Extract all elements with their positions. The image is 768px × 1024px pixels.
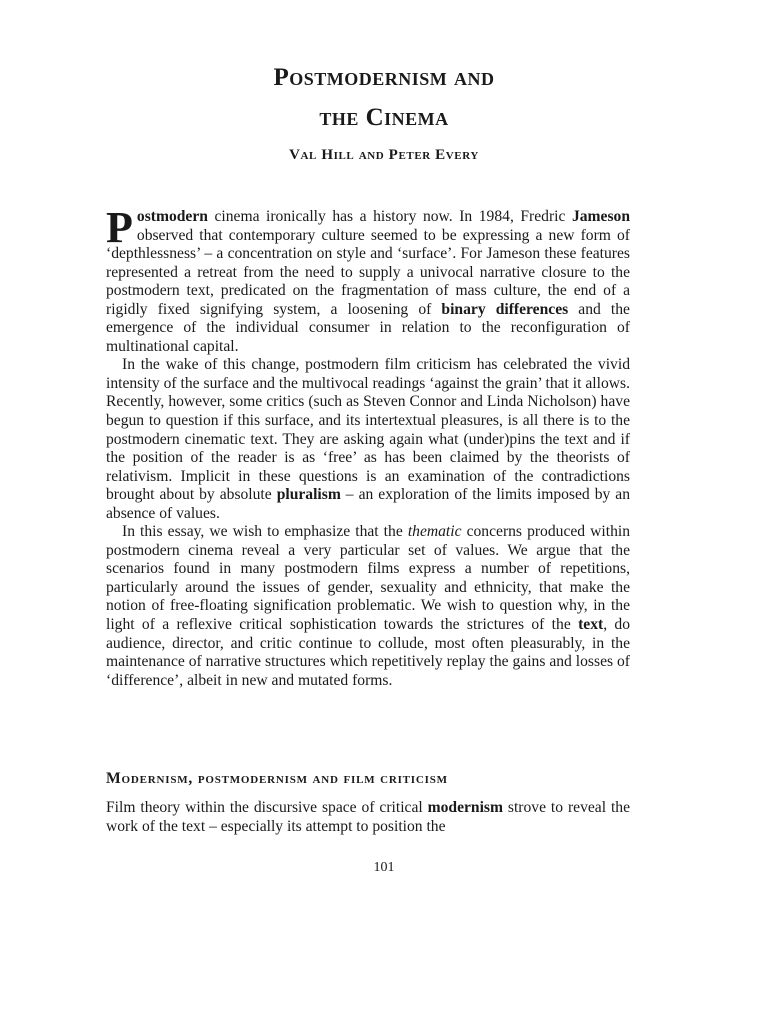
paragraph-text: cinema ironically has a history now. In 1984, Fredric bbox=[207, 208, 572, 225]
paragraph-text: and the emergence of the individual consumer in relation to the reconfiguration of multinational capital. bbox=[106, 300, 630, 355]
chapter-title-line-1: Postmodernism and bbox=[273, 64, 495, 91]
paragraph-text: In the wake of this change, postmodern film criticism has celebrated the vivid intensity of the surface and the multivocal readings ‘against the grain’ that it allows. Recently, however, some critics (such as Steven Connor and Linda Nicholson) have begun to question if this surface, and its intertextual pleasures, is all there is to the postmodern cinematic text. They are asking again what (under)pins the text and if the position of the reader is as ‘free’ as has been claimed by the theorists of relativism. Implicit in these questions is an examination of the contradictions brought about by absolute bbox=[106, 356, 630, 504]
keyword-text: text bbox=[578, 616, 604, 634]
paragraph-text: concerns produced within postmodern cinema reveal a very particular set of values. We argue that the scenarios found in many postmodern films express a number of repetitions, particularly around the issues of gender, sexuality and ethnicity, that make the notion of free-floating signification problematic. We wish to question why, in the light of a reflexive critical sophistication towards the strictures of the bbox=[106, 523, 631, 634]
intro-paragraph-1 bbox=[106, 203, 630, 356]
section-heading: Modernism, postmodernism and film criticism bbox=[106, 770, 448, 787]
chapter-title-line-2: the Cinema bbox=[319, 104, 449, 131]
section-paragraph-1 bbox=[106, 799, 630, 836]
intro-paragraph-2 bbox=[106, 356, 630, 523]
keyword-pluralism: pluralism bbox=[276, 486, 341, 504]
paragraph-text: observed that contemporary culture seemed to be expressing a new form of ‘depthlessness’ – a concentration on style and ‘surface’. For Jameson these features represented a retreat from the need to supply a univocal narrative closure to the postmodern text, predicated on the fragmentation of mass culture, the end of a rigidly fixed signifying system, a loosening of bbox=[106, 226, 630, 318]
keyword-binary-differences: binary differences bbox=[441, 300, 569, 318]
chapter-authors: Val Hill and Peter Every bbox=[289, 147, 479, 163]
intro-paragraph-3 bbox=[106, 523, 630, 690]
chapter-title bbox=[0, 58, 768, 138]
paragraph-text: strove to reveal the work of the text – especially its attempt to position the bbox=[106, 799, 631, 835]
drop-cap: P bbox=[106, 203, 133, 252]
paragraph-text: – an exploration of the limits imposed by an absence of values. bbox=[106, 486, 630, 522]
keyword-postmodern: ostmodern bbox=[136, 208, 208, 225]
paragraph-text: , do audience, director, and critic continue to collude, most often pleasurably, in the maintenance of narrative structures which repetitively replay the gains and losses of ‘difference’, albeit in new and mutated forms. bbox=[106, 616, 631, 689]
keyword-modernism: modernism bbox=[427, 799, 503, 816]
intro-body bbox=[106, 203, 631, 690]
paragraph-text: Film theory within the discursive space of critical bbox=[106, 799, 428, 816]
keyword-jameson: Jameson bbox=[571, 208, 630, 225]
page-number: 101 bbox=[373, 860, 395, 875]
paragraph-text: In this essay, we wish to emphasize that the bbox=[122, 523, 408, 541]
emphasis-thematic: thematic bbox=[407, 523, 462, 541]
